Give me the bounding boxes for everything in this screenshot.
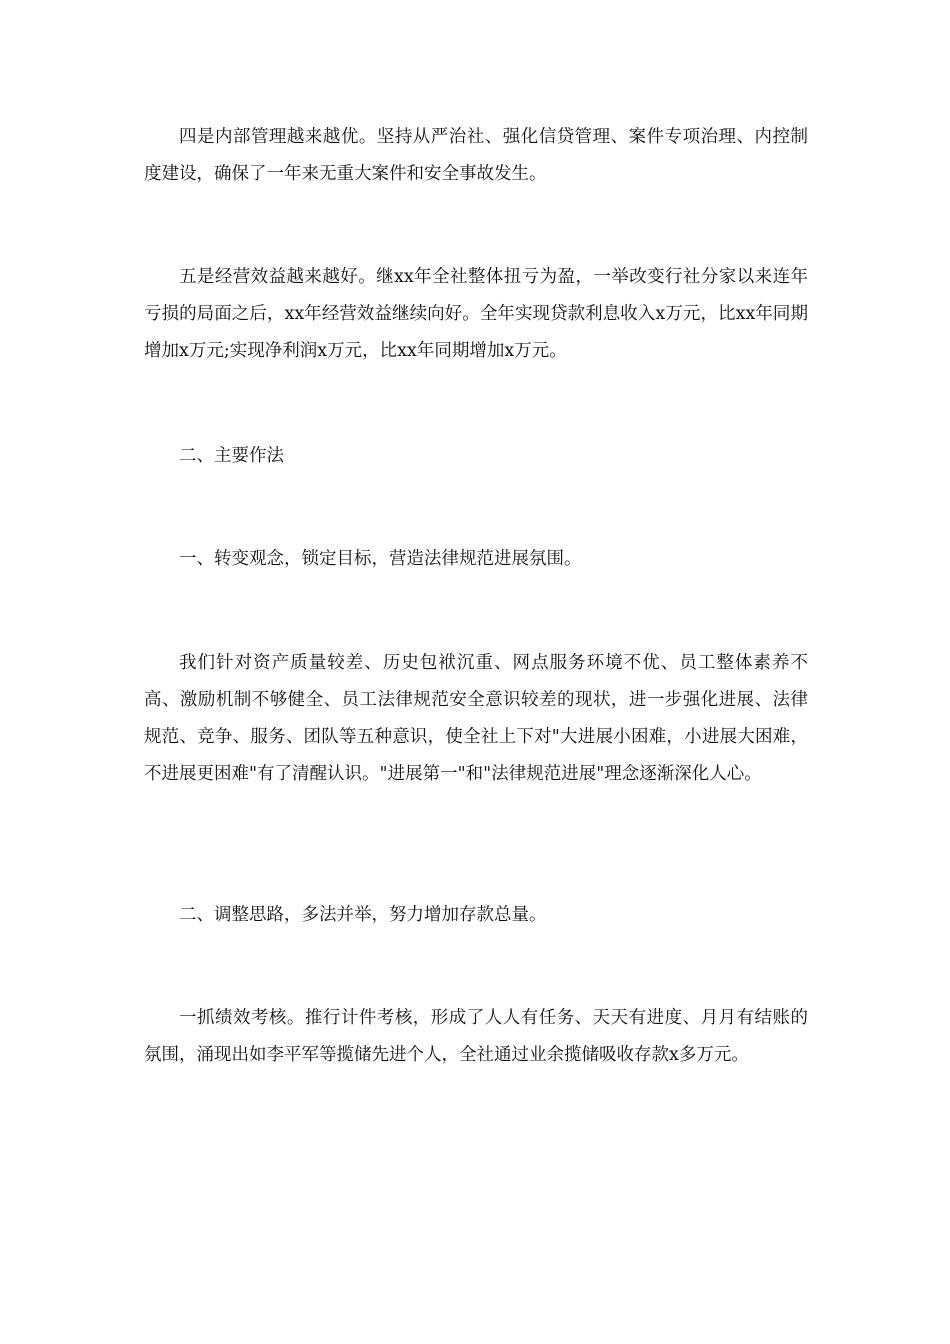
paragraph-performance-assessment: 一抓绩效考核。推行计件考核，形成了人人有任务、天天有进度、月月有结账的氛围，涌现出如李平军等揽储先进个人，全社通过业余揽储吸收存款x多万元。 (144, 1008, 808, 1065)
section-heading-main-practices: 二、主要作法 (179, 446, 284, 466)
paragraph-internal-management: 四是内部管理越来越优。坚持从严治社、强化信贷管理、案件专项治理、内控制度建设，确保了一年来无重大案件和安全事故发生。 (144, 127, 808, 184)
subheading-change-concepts: 一、转变观念，锁定目标，营造法律规范进展氛围。 (179, 549, 582, 569)
paragraph-current-situation: 我们针对资产质量较差、历史包袱沉重、网点服务环境不优、员工整体素养不高、激励机制不够健全、员工法律规范安全意识较差的现状，进一步强化进展、法律规范、竞争、服务、团队等五种意识，使全社上下对"大进展小困难，小进展大困难，不进展更困难"有了清醒认识。"进展第一"和"法律规范进展"理念逐渐深化人心。 (144, 653, 808, 784)
paragraph-operating-benefits: 五是经营效益越来越好。继xx年全社整体扭亏为盈，一举改变行社分家以来连年亏损的局面之后，xx年经营效益继续向好。全年实现贷款利息收入x万元，比xx年同期增加x万元;实现净利润x万元，比xx年同期增加x万元。 (144, 267, 808, 361)
subheading-adjust-approach: 二、调整思路，多法并举，努力增加存款总量。 (179, 905, 547, 925)
